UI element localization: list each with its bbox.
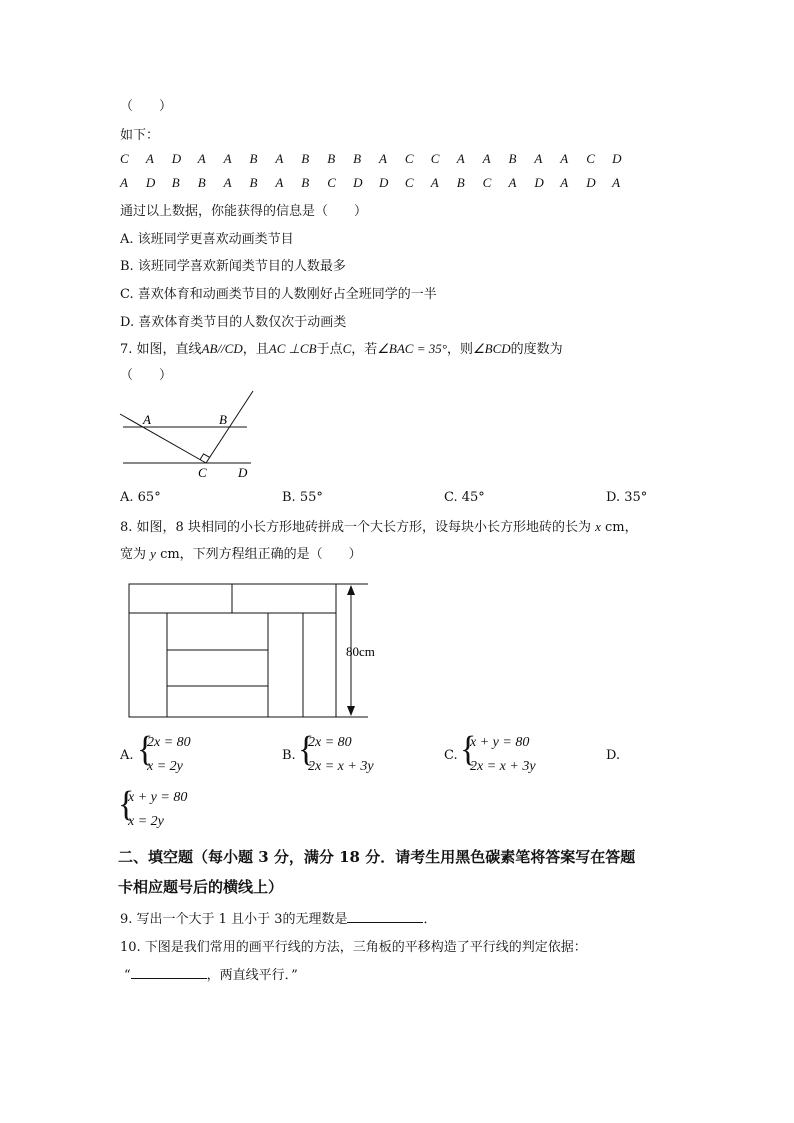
sequence-letter: D: [586, 175, 596, 190]
sequence-letter: A: [560, 151, 569, 166]
sequence-letter: D: [612, 151, 622, 166]
sequence-letter: D: [353, 175, 363, 190]
arrow-down: [347, 706, 355, 716]
sequence-letter: B: [456, 175, 465, 190]
q7-option-c: C. 45°: [444, 490, 485, 505]
sequence-letter: A: [145, 151, 154, 166]
sequence-letter: C: [430, 151, 440, 166]
line-ac: [120, 414, 206, 463]
sequence-letter: B: [249, 151, 258, 166]
sequence-letter: A: [430, 175, 439, 190]
q8-option-b-system: { 2x = 80 2x = x + 3y: [298, 730, 374, 774]
sequence-letter: A: [275, 151, 284, 166]
brace-icon: {: [460, 730, 477, 769]
sequence-letter: B: [353, 151, 362, 166]
sequence-letter: B: [171, 175, 180, 190]
sequence-letter: D: [171, 151, 182, 166]
section-heading-line1: 二、填空题（每小题 3 分，满分 18 分．请考生用黑色碳素笔将答案写在答题: [118, 848, 636, 866]
q8-option-c-letter: C.: [444, 748, 458, 763]
sequence-letter: C: [586, 151, 595, 166]
q8-option-d-system: { x + y = 80 x = 2y: [118, 785, 188, 829]
q9-question: 9. 写出一个大于 1 且小于 3的无理数是 ．: [120, 912, 437, 927]
sequence-letter: D: [145, 175, 156, 190]
q8-option-b-letter: B.: [282, 748, 296, 763]
answer-blank[interactable]: [347, 910, 423, 923]
sequence-letter: B: [197, 175, 206, 190]
sequence-letter: A: [379, 151, 387, 166]
label-a: A: [143, 412, 151, 427]
q7-question: 7. 如图，直线AB//CD，且AC ⊥CB于点C，若∠BAC = 35°，则∠BCD的度数为: [120, 341, 563, 357]
q7-option-a: A. 65°: [120, 490, 161, 505]
label-c: C: [198, 465, 207, 480]
sequence-letter: A: [456, 151, 465, 166]
answer-blank[interactable]: [131, 966, 207, 979]
sequence-letter: A: [197, 151, 206, 166]
sequence-letter: C: [120, 151, 129, 166]
q10-question: 10. 下图是我们常用的画平行线的方法，三角板的平移构造了平行线的判定依据：: [120, 940, 587, 955]
q8-question-line2: 宽为 y cm，下列方程组正确的是（ ）: [120, 546, 362, 562]
sequence-letter: A: [120, 175, 128, 190]
sequence-letter: B: [301, 151, 310, 166]
brace-icon: {: [298, 730, 315, 769]
q6-question: 通过以上数据，你能获得的信息是（ ）: [120, 204, 368, 219]
q10-fill: “ ，两直线平行．”: [124, 968, 298, 983]
q8-option-d-letter: D.: [606, 748, 621, 763]
q6-option-a: A. 该班同学更喜欢动画类节目: [120, 232, 294, 247]
sequence-letter: C: [404, 175, 414, 190]
sequence-letter: A: [482, 151, 491, 166]
label-b: B: [219, 412, 227, 427]
section-heading-line2: 卡相应题号后的横线上）: [118, 878, 284, 896]
brace-icon: {: [137, 730, 154, 769]
q7-figure: [115, 388, 260, 480]
sequence-letter: B: [301, 175, 310, 190]
arrow-up: [347, 585, 355, 595]
data-intro: 如下：: [120, 128, 160, 143]
q7-paren: （ ）: [120, 368, 173, 383]
q8-figure: [120, 578, 390, 722]
sequence-letter: D: [534, 175, 544, 190]
dimension-label: 80cm: [346, 644, 375, 659]
sequence-letter: A: [508, 175, 517, 190]
sequence-letter: A: [560, 175, 569, 190]
sequence-letter: A: [612, 175, 621, 190]
sequence-letter: A: [275, 175, 284, 190]
q8-option-a-system: { 2x = 80 x = 2y: [137, 730, 191, 774]
label-d: D: [238, 465, 248, 480]
sequence-letter: B: [508, 151, 517, 166]
q8-question-line1: 8. 如图，8 块相同的小长方形地砖拼成一个大长方形，设每块小长方形地砖的长为 x cm，: [120, 519, 638, 535]
sequence-letter: D: [379, 175, 389, 190]
sequence-letter: A: [534, 151, 543, 166]
sequence-letter: C: [404, 151, 414, 166]
q8-option-c-system: { x + y = 80 2x = x + 3y: [460, 730, 536, 774]
q6-option-c: C. 喜欢体育和动画类节目的人数刚好占全班同学的一半: [120, 287, 437, 302]
q7-option-b: B. 55°: [282, 490, 323, 505]
q6-option-d: D. 喜欢体育类节目的人数仅次于动画类: [120, 315, 347, 330]
sequence-letter: B: [327, 151, 336, 166]
sequence-letter: A: [223, 151, 232, 166]
sequence-letter: C: [482, 175, 492, 190]
sequence-letter: B: [249, 175, 258, 190]
q7-option-d: D. 35°: [606, 490, 648, 505]
brace-icon: {: [118, 785, 135, 824]
q8-option-a-letter: A.: [120, 748, 134, 763]
q6-option-b: B. 该班同学喜欢新闻类节目的人数最多: [120, 259, 346, 274]
top-paren: （ ）: [120, 99, 173, 114]
sequence-letter: A: [223, 175, 232, 190]
sequence-letter: C: [327, 175, 336, 190]
